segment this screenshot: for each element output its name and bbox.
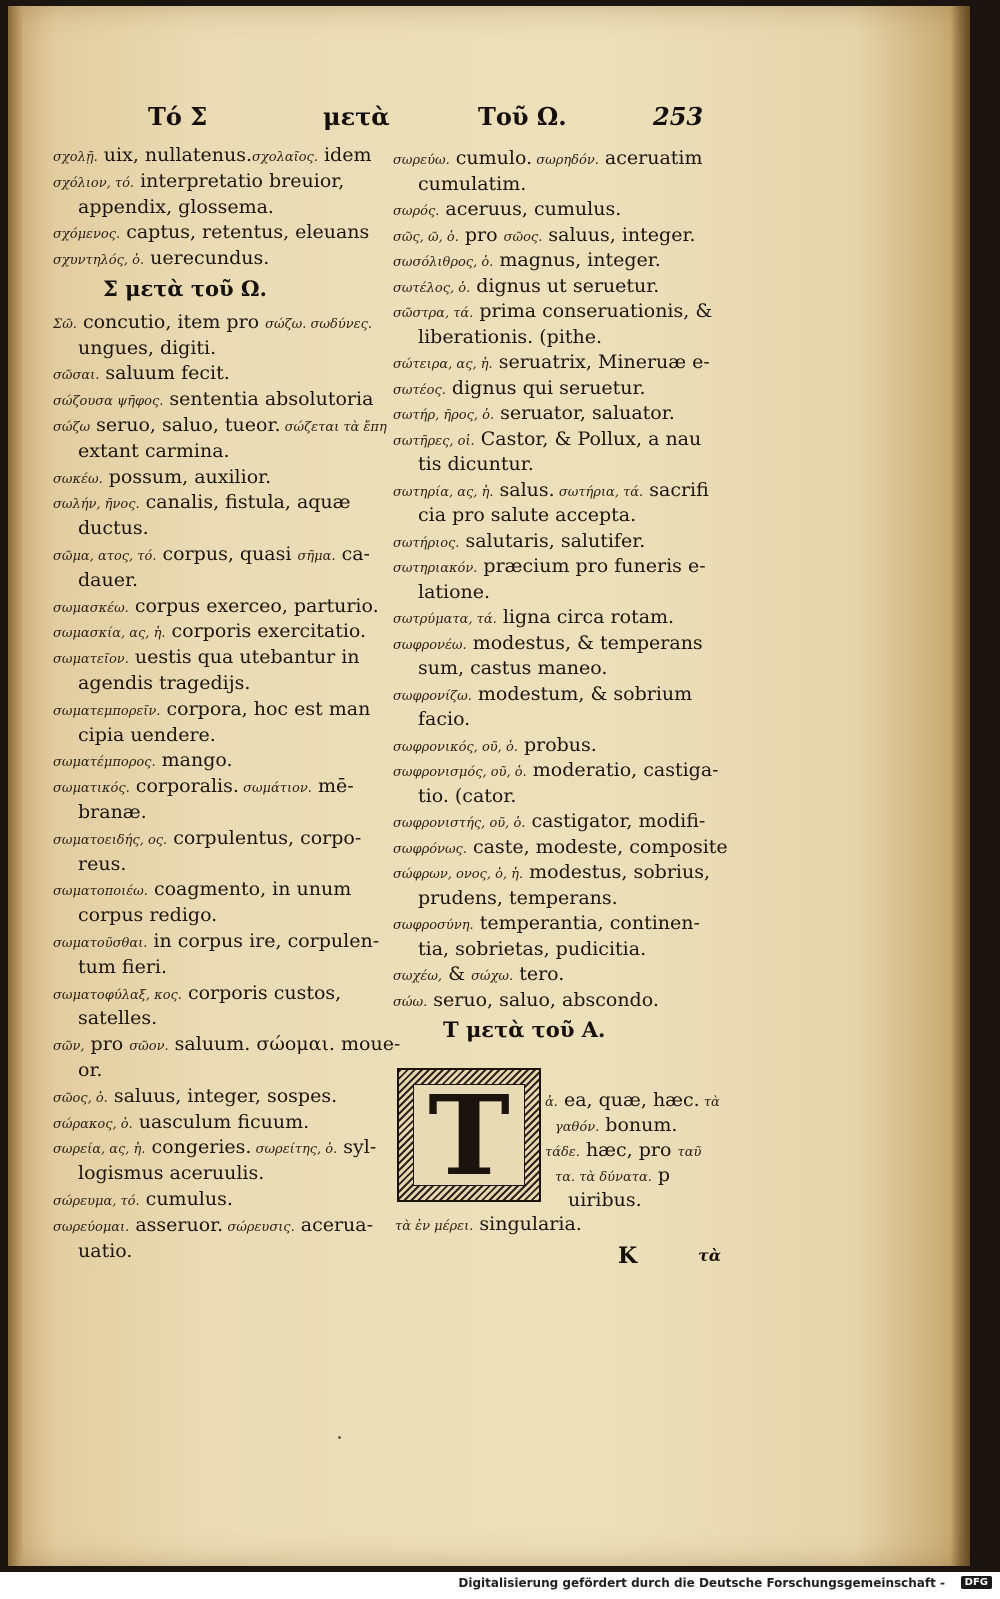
dictionary-line: [53, 877, 351, 904]
dictionary-line: [53, 774, 354, 801]
dictionary-line: [53, 387, 373, 414]
dictionary-line: [78, 800, 147, 824]
latin-definition: agendis tragedijs.: [78, 672, 251, 694]
dictionary-line: [78, 336, 216, 360]
latin-definition: aceruus, cumulus.: [439, 198, 622, 220]
latin-definition: ca-: [335, 543, 370, 565]
greek-headword: σωφρονέω.: [393, 637, 467, 653]
greek-term: ταῦ: [677, 1145, 702, 1160]
dictionary-line: [418, 937, 646, 961]
latin-definition: ductus.: [78, 517, 149, 540]
latin-definition: corpulentus, corpo-: [167, 826, 362, 849]
latin-definition: extant carmina.: [78, 439, 230, 462]
greek-term: σώζω. σωδύνες.: [265, 316, 373, 332]
greek-headword: σωματικός.: [53, 781, 130, 797]
greek-headword: σώρευμα, τό.: [53, 1194, 140, 1209]
latin-definition: sententia absolutoria: [163, 388, 374, 411]
greek-headword: σωματεμπορεῖν.: [53, 703, 161, 719]
greek-headword: σώτειρα, ας, ἡ.: [393, 357, 493, 372]
greek-term: σώζεται τὰ ἔπη: [280, 420, 387, 435]
book-spine: [8, 6, 22, 1566]
latin-definition: ungues, digiti.: [78, 336, 217, 359]
latin-definition: modestum, & sobrium: [471, 682, 693, 705]
greek-headword: σχόλιον, τό.: [53, 175, 135, 191]
dictionary-line: [393, 197, 621, 224]
dictionary-line: [418, 452, 534, 476]
latin-definition: ligna circa rotam.: [496, 606, 675, 628]
greek-headword: τὰ ἐν μέρει.: [395, 1219, 474, 1234]
latin-definition: tis dicuntur.: [418, 453, 534, 475]
dictionary-line: [53, 697, 370, 724]
dictionary-line: [53, 413, 387, 440]
dictionary-line: [53, 310, 372, 337]
greek-headword: σωτηρία, ας, ἡ.: [393, 484, 494, 500]
dictionary-line: [53, 1187, 233, 1214]
dictionary-line: [53, 645, 360, 672]
greek-headword: σωτῆρες, οἱ.: [393, 433, 475, 449]
greek-headword: σωτηριακόν.: [393, 561, 478, 576]
latin-definition: logismus aceruulis.: [78, 1162, 265, 1185]
dictionary-line: [545, 1138, 701, 1165]
greek-term: σῶον.: [129, 1039, 169, 1055]
latin-definition: cipia uendere.: [78, 723, 216, 746]
dictionary-line: [393, 146, 703, 173]
greek-headword: σωλήν, ῆνος.: [53, 497, 140, 513]
latin-definition: concutio, item pro: [76, 310, 266, 333]
latin-definition: dauer.: [78, 568, 139, 591]
greek-headword: σώζουσα ψῆφος.: [53, 394, 164, 410]
latin-definition: uasculum ficuum.: [132, 1110, 310, 1133]
dictionary-line: [418, 886, 618, 910]
greek-headword: σωματοειδής, ος.: [53, 832, 168, 848]
paper-speck: [338, 1436, 341, 1439]
dictionary-line: [418, 325, 602, 349]
dictionary-line: [418, 580, 490, 604]
dictionary-line: [53, 1110, 309, 1137]
latin-definition: sacrifi: [643, 478, 709, 501]
greek-headword: ἀ.: [545, 1095, 558, 1110]
greek-headword: σωρεύομαι.: [53, 1219, 130, 1235]
latin-definition: uestis qua utebantur in: [128, 646, 360, 669]
page-number: 253: [653, 102, 704, 131]
dictionary-line: [53, 981, 341, 1008]
greek-headword: σωχέω,: [393, 969, 443, 984]
greek-headword: σωρεία, ας, ἡ.: [53, 1142, 146, 1158]
dictionary-line: [78, 955, 167, 979]
latin-definition: modestus, & temperans: [466, 631, 703, 654]
dictionary-line: [78, 568, 138, 592]
greek-headword: σωφρονιστής, οῦ, ὁ.: [393, 816, 526, 831]
greek-headword: σωτέος.: [393, 382, 446, 398]
greek-headword: σωτέλος, ὁ.: [393, 280, 471, 296]
latin-definition: p: [651, 1164, 671, 1186]
latin-definition: hæc, pro: [579, 1139, 678, 1161]
greek-headword: σωματέμπορος.: [53, 755, 156, 771]
dictionary-line: [53, 220, 369, 247]
dictionary-line: [393, 299, 712, 326]
latin-definition: idem: [317, 144, 372, 166]
dictionary-line: [53, 1032, 400, 1059]
dictionary-line: [78, 1239, 132, 1263]
dictionary-line: [53, 1084, 337, 1111]
dictionary-line: [393, 733, 597, 760]
latin-definition: caste, modeste, composite: [466, 835, 728, 858]
greek-headword: σωφρονισμός, οῦ, ὁ.: [393, 765, 527, 780]
dictionary-line: [53, 826, 361, 853]
dictionary-line: [418, 503, 636, 527]
header-middle: μετὰ: [323, 102, 390, 131]
latin-definition: uatio.: [78, 1239, 133, 1262]
latin-definition: tio. (cator.: [418, 784, 517, 807]
latin-definition: cumulatim.: [418, 172, 527, 195]
latin-definition: congeries.: [145, 1136, 252, 1159]
dictionary-line: [53, 465, 271, 492]
latin-definition: dignus ut seruetur.: [470, 274, 660, 297]
latin-definition: reus.: [78, 852, 127, 875]
section-heading: Σ μετὰ τοῦ Ω.: [103, 276, 267, 301]
latin-definition: branæ.: [78, 801, 147, 823]
latin-definition: tia, sobrietas, pudicitia.: [418, 937, 647, 960]
greek-headword: σχόμενος.: [53, 227, 121, 243]
dictionary-line: [78, 1006, 157, 1030]
latin-definition: saluus, integer, sospes.: [107, 1084, 338, 1107]
latin-definition: seruator, saluator.: [494, 402, 675, 424]
greek-headword: σωτήριος.: [393, 535, 460, 551]
dictionary-line: [418, 656, 607, 680]
latin-definition: captus, retentus, eleuans: [120, 221, 370, 244]
dictionary-line: [393, 554, 706, 581]
dictionary-line: [53, 542, 370, 569]
dictionary-line: [418, 784, 516, 808]
greek-headword: σωματεῖον.: [53, 652, 129, 668]
greek-headword: σῶμα, ατος, τό.: [53, 549, 157, 564]
latin-definition: uiribus.: [568, 1189, 642, 1211]
dictionary-line: [393, 605, 674, 632]
latin-definition: prudens, temperans.: [418, 886, 618, 909]
header-right: Τοῦ Ω.: [478, 102, 567, 131]
latin-definition: bonum.: [599, 1114, 678, 1136]
greek-term: σωρείτης, ὁ.: [251, 1142, 338, 1158]
book-page: [8, 6, 970, 1566]
greek-headword: σωφροσύνη.: [393, 918, 474, 933]
dictionary-line: [78, 195, 274, 219]
greek-headword: Σῶ.: [53, 316, 77, 332]
footer-bar: [0, 1572, 1000, 1599]
latin-definition: magnus, integer.: [493, 249, 661, 271]
greek-term: σῆμα.: [297, 549, 336, 564]
greek-headword: σῶσαι.: [53, 368, 100, 384]
greek-headword: σῶος, ὁ.: [53, 1090, 108, 1106]
dictionary-line: [393, 401, 675, 428]
dictionary-line: [393, 911, 700, 938]
greek-headword: σωτρύματα, τά.: [393, 612, 497, 627]
dictionary-line: [53, 169, 344, 196]
dictionary-line: [393, 478, 709, 505]
dictionary-line: [568, 1188, 642, 1212]
initial-letter: T: [413, 1084, 525, 1186]
greek-headword: σωμασκία, ας, ἡ.: [53, 626, 166, 642]
dictionary-line: [555, 1113, 677, 1140]
latin-definition: castigator, modifi-: [525, 810, 706, 832]
latin-definition: appendix, glossema.: [78, 195, 274, 218]
latin-definition: saluum. σώομαι. moue-: [168, 1033, 401, 1056]
latin-definition: aceruatim: [598, 147, 703, 169]
latin-definition: saluum fecit.: [99, 362, 230, 385]
dictionary-line: [78, 903, 217, 927]
latin-definition: coagmento, in unum: [147, 878, 352, 901]
greek-term: σώχω.: [471, 969, 514, 984]
greek-headword: σωτήρ, ῆρος, ὁ.: [393, 408, 495, 423]
latin-definition: moderatio, castiga-: [526, 759, 719, 781]
footer-text: Digitalisierung gefördert durch die Deutsche Forschungsgemeinschaft -: [458, 1576, 945, 1590]
latin-definition: dignus qui seruetur.: [445, 376, 646, 399]
greek-headword: σῶστρα, τά.: [393, 306, 474, 321]
dictionary-line: [53, 929, 379, 956]
latin-definition: satelles.: [78, 1007, 158, 1030]
latin-definition: liberationis. (pithe.: [418, 325, 603, 348]
latin-definition: &: [442, 963, 472, 985]
dictionary-line: [393, 962, 564, 989]
greek-headword: σωρός.: [393, 204, 440, 219]
latin-definition: probus.: [517, 733, 597, 756]
greek-headword: σῶς, ῶ, ὁ.: [393, 229, 459, 245]
dictionary-line: [393, 248, 661, 275]
greek-headword: σχυντηλός, ὁ.: [53, 253, 145, 269]
latin-definition: temperantia, continen-: [473, 912, 700, 934]
latin-definition: uix, nullatenus.: [97, 144, 252, 166]
greek-headword: σωφρονικός, οῦ, ὁ.: [393, 739, 518, 755]
latin-definition: cumulus.: [139, 1188, 233, 1210]
latin-definition: possum, auxilior.: [102, 465, 272, 488]
latin-definition: Castor, & Pollux, a nau: [474, 427, 702, 450]
section-heading: Τ μετὰ τοῦ Α.: [443, 1017, 606, 1042]
greek-headword: γαθόν.: [555, 1120, 600, 1135]
latin-definition: cumulo.: [449, 147, 533, 169]
catchword-left: K: [618, 1243, 638, 1269]
latin-definition: pro: [458, 223, 504, 246]
greek-headword: σῶν,: [53, 1039, 85, 1055]
latin-definition: or.: [78, 1059, 103, 1081]
greek-headword: σωματοφύλαξ, κος.: [53, 987, 182, 1003]
dictionary-line: [393, 758, 719, 785]
latin-definition: mē-: [311, 775, 354, 798]
greek-headword: σωρεύω.: [393, 153, 450, 168]
dictionary-line: [393, 631, 703, 658]
greek-headword: σώζω: [53, 420, 91, 435]
catchword-right: τὰ: [698, 1246, 722, 1265]
dictionary-line: [53, 1213, 373, 1240]
dictionary-line: [53, 361, 230, 388]
greek-headword: σώρακος, ὁ.: [53, 1116, 133, 1132]
latin-definition: mango.: [155, 749, 233, 772]
dictionary-line: [393, 529, 645, 556]
latin-definition: saluus, integer.: [542, 223, 696, 246]
latin-definition: corporis custos,: [181, 981, 342, 1004]
latin-definition: tero.: [513, 963, 565, 985]
latin-definition: præcium pro funeris e-: [477, 555, 706, 577]
latin-definition: cia pro salute accepta.: [418, 504, 637, 526]
dictionary-line: [393, 809, 705, 836]
latin-definition: corporalis.: [129, 775, 239, 798]
greek-term: σωρηδόν.: [532, 153, 599, 168]
greek-headword: σωκέω.: [53, 471, 103, 487]
greek-term: σωμάτιον.: [238, 781, 312, 797]
dictionary-line: [78, 1161, 264, 1185]
dictionary-line: [53, 490, 351, 517]
latin-definition: seruo, saluo, tueor.: [90, 414, 281, 436]
greek-headword: σώω.: [393, 994, 428, 1010]
latin-definition: asseruor.: [129, 1213, 224, 1236]
dictionary-line: [393, 376, 646, 403]
latin-definition: latione.: [418, 580, 491, 603]
greek-headword: σώφρων, ονος, ὁ, ἡ.: [393, 867, 524, 882]
greek-headword: σωφρόνως.: [393, 841, 467, 857]
dictionary-line: [78, 723, 216, 747]
latin-definition: corpus redigo.: [78, 904, 218, 927]
latin-definition: corporis exercitatio.: [165, 620, 367, 643]
header-left: Τό Σ: [148, 102, 208, 131]
latin-definition: interpretatio breuior,: [134, 169, 345, 192]
greek-headword: σωμασκέω.: [53, 600, 129, 616]
dictionary-line: [78, 516, 149, 540]
latin-definition: pro: [84, 1033, 130, 1056]
greek-term: σχολαῖος.: [252, 150, 318, 165]
dictionary-line: [53, 619, 366, 646]
latin-definition: sum, castus maneo.: [418, 657, 608, 679]
latin-definition: acerua-: [294, 1213, 374, 1236]
greek-headword: τάδε.: [545, 1145, 580, 1160]
dictionary-line: [78, 439, 230, 463]
latin-definition: canalis, fistula, aquæ: [139, 491, 351, 514]
greek-term: σώρευσις.: [223, 1219, 295, 1235]
latin-definition: corpus, quasi: [156, 543, 298, 565]
dictionary-line: [393, 835, 728, 862]
latin-definition: corpora, hoc est man: [160, 697, 371, 720]
latin-definition: modestus, sobrius,: [523, 861, 711, 883]
dictionary-line: [393, 682, 692, 709]
page-edge: [950, 6, 970, 1566]
latin-definition: in corpus ire, corpulen-: [147, 930, 380, 952]
dictionary-line: [418, 172, 526, 196]
dictionary-line: [53, 246, 269, 273]
greek-headword: σχολῇ.: [53, 150, 98, 165]
dictionary-line: [78, 671, 250, 695]
latin-definition: seruo, saluo, abscondo.: [427, 988, 659, 1011]
latin-definition: prima conseruationis, &: [473, 300, 713, 322]
dictionary-line: [393, 223, 695, 250]
decorated-initial: [397, 1068, 541, 1202]
latin-definition: seruatrix, Mineruæ e-: [492, 351, 710, 373]
greek-headword: σωματοῦσθαι.: [53, 936, 148, 951]
latin-definition: salutaris, salutifer.: [459, 529, 646, 552]
latin-definition: facio.: [418, 708, 471, 730]
latin-definition: ea, quæ, hæc.: [557, 1089, 700, 1111]
greek-headword: σωσόλιθρος, ὁ.: [393, 255, 494, 270]
greek-headword: τα. τὰ δύνατα.: [555, 1170, 652, 1185]
latin-definition: tum fieri.: [78, 955, 168, 978]
dictionary-line: [545, 1088, 720, 1115]
latin-definition: syl-: [337, 1136, 377, 1159]
dictionary-line: [393, 274, 659, 301]
greek-term: τὰ: [699, 1095, 720, 1110]
latin-definition: corpus exerceo, parturio.: [128, 594, 379, 617]
greek-term: σωτήρια, τά.: [554, 484, 644, 500]
dictionary-line: [53, 143, 371, 170]
dictionary-line: [78, 1058, 102, 1082]
latin-definition: salus.: [493, 478, 555, 501]
dictionary-line: [393, 860, 710, 887]
dictionary-line: [395, 1212, 582, 1239]
dictionary-line: [393, 988, 659, 1015]
latin-definition: singularia.: [473, 1213, 582, 1235]
dictionary-line: [53, 594, 379, 621]
dfg-logo: DFG: [961, 1576, 992, 1589]
dictionary-line: [393, 427, 701, 454]
greek-headword: σωματοποιέω.: [53, 884, 148, 900]
dictionary-line: [53, 748, 233, 775]
dictionary-line: [53, 1135, 376, 1162]
dictionary-line: [418, 707, 470, 731]
greek-term: σῶος.: [503, 229, 543, 245]
latin-definition: uerecundus.: [144, 247, 270, 270]
dictionary-line: [555, 1163, 670, 1190]
dictionary-line: [78, 852, 126, 876]
greek-headword: σωφρονίζω.: [393, 688, 472, 704]
dictionary-line: [393, 350, 710, 377]
